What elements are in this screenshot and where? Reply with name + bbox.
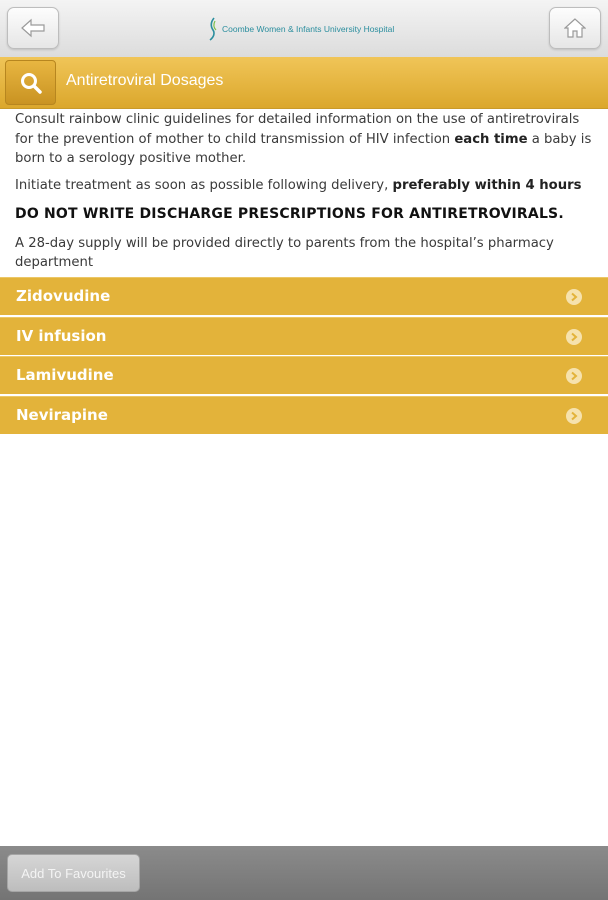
search-icon bbox=[19, 71, 43, 95]
hospital-logo bbox=[208, 16, 394, 42]
info-paragraph-1: Consult rainbow clinic guidelines for detailed information on the use of antiretrovirals for the prevention of mother to child transmission of HIV infection each time a baby is born to a serology positive mother. bbox=[15, 112, 592, 166]
info-content bbox=[15, 110, 595, 273]
title-bar bbox=[0, 57, 608, 109]
list-item-label: Lamivudine bbox=[16, 366, 114, 384]
list-item-lamivudine[interactable] bbox=[0, 356, 608, 394]
logo-text: Coombe Women & Infants University Hospital bbox=[222, 24, 395, 34]
list-item-label: IV infusion bbox=[16, 326, 107, 345]
chevron-right-icon bbox=[566, 329, 582, 345]
info-paragraph-3: A 28-day supply will be provided directly to parents from the hospital’s pharmacy department bbox=[15, 235, 554, 270]
top-bar bbox=[0, 0, 608, 58]
list-item-zidovudine[interactable] bbox=[0, 277, 608, 315]
discharge-warning: DO NOT WRITE DISCHARGE PRESCRIPTIONS FOR ANTIRETROVIRALS. bbox=[15, 206, 564, 222]
chevron-right-icon bbox=[566, 408, 582, 424]
bottom-bar bbox=[0, 846, 608, 900]
home-button[interactable] bbox=[549, 7, 601, 49]
search-button[interactable] bbox=[5, 60, 56, 105]
logo-icon bbox=[208, 17, 218, 41]
add-to-favourites-button[interactable]: Add To Favourites bbox=[7, 854, 140, 892]
list-item-iv-infusion[interactable] bbox=[0, 317, 608, 355]
home-icon bbox=[564, 18, 586, 38]
drug-list bbox=[0, 277, 608, 435]
list-item-nevirapine[interactable] bbox=[0, 396, 608, 434]
list-item-label: Zidovudine bbox=[16, 287, 111, 305]
info-paragraph-2: Initiate treatment as soon as possible following delivery, preferably within 4 hours bbox=[15, 177, 582, 193]
chevron-right-icon bbox=[566, 289, 582, 305]
chevron-right-icon bbox=[566, 368, 582, 384]
back-button[interactable] bbox=[7, 7, 59, 49]
list-item-label: Nevirapine bbox=[16, 405, 108, 424]
back-arrow-icon bbox=[20, 18, 46, 38]
page-title: Antiretroviral Dosages bbox=[66, 72, 224, 89]
